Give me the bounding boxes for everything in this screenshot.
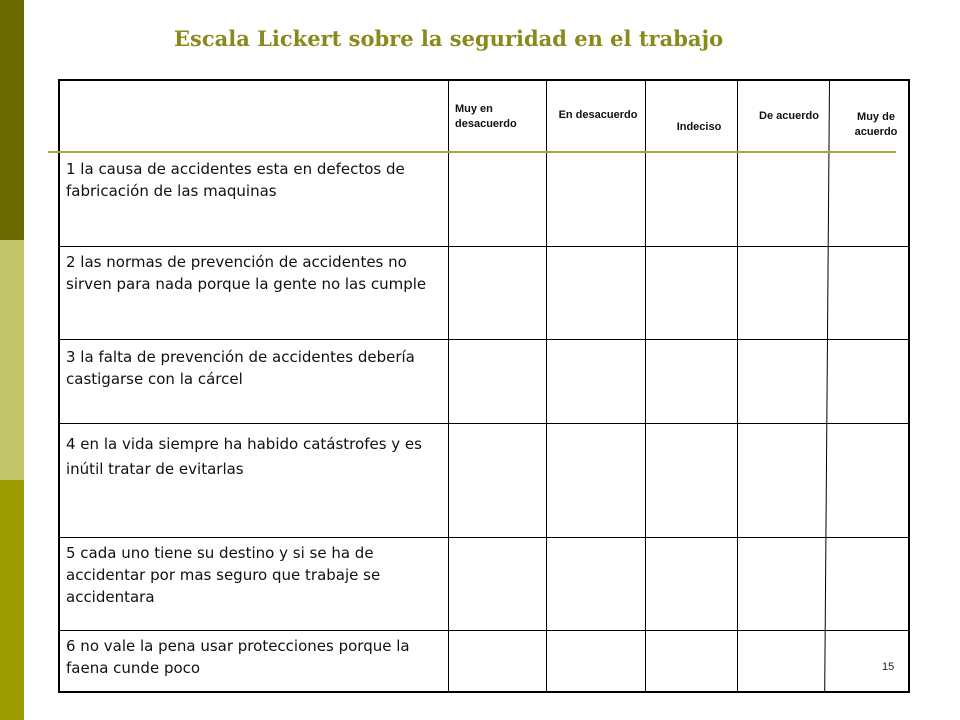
side-bar-dark	[0, 0, 24, 240]
question-2: 2 las normas de prevención de accidentes no sirven para nada porque la gente no las cumple	[66, 253, 427, 293]
column-header-en-desacuerdo: En desacuerdo	[558, 109, 638, 121]
row-divider	[58, 630, 910, 631]
column-divider	[546, 81, 547, 691]
row-divider	[58, 339, 910, 340]
question-5: 5 cada uno tiene su destino y si se ha de accidentar por mas seguro que trabaje se accidentara	[66, 544, 381, 606]
row-divider	[58, 537, 910, 538]
side-bar-olive	[0, 480, 24, 720]
column-divider	[737, 81, 738, 691]
question-1: 1 la causa de accidentes esta en defectos de fabricación de las maquinas	[66, 160, 405, 200]
row-divider	[58, 423, 910, 424]
question-6: 6 no vale la pena usar protecciones porque la faena cunde poco	[66, 637, 410, 677]
title-rule	[48, 151, 896, 153]
question-4: 4 en la vida siempre ha habido catástrofes y es inútil tratar de evitarlas	[66, 435, 422, 478]
page-number: 15	[882, 661, 895, 673]
slide-title: Escala Lickert sobre la seguridad en el trabajo	[174, 26, 724, 51]
row-divider	[58, 246, 910, 247]
column-divider	[645, 81, 646, 691]
column-header-de-acuerdo: De acuerdo	[759, 110, 819, 122]
column-header-indeciso: Indeciso	[676, 121, 722, 133]
column-header-muy-de-acuerdo: Muy de acuerdo	[854, 111, 898, 138]
column-header-muy-en-desacuerdo: Muy en desacuerdo	[455, 103, 517, 130]
column-divider	[448, 81, 449, 691]
question-3: 3 la falta de prevención de accidentes debería castigarse con la cárcel	[66, 348, 415, 388]
side-bar-light	[0, 240, 24, 480]
